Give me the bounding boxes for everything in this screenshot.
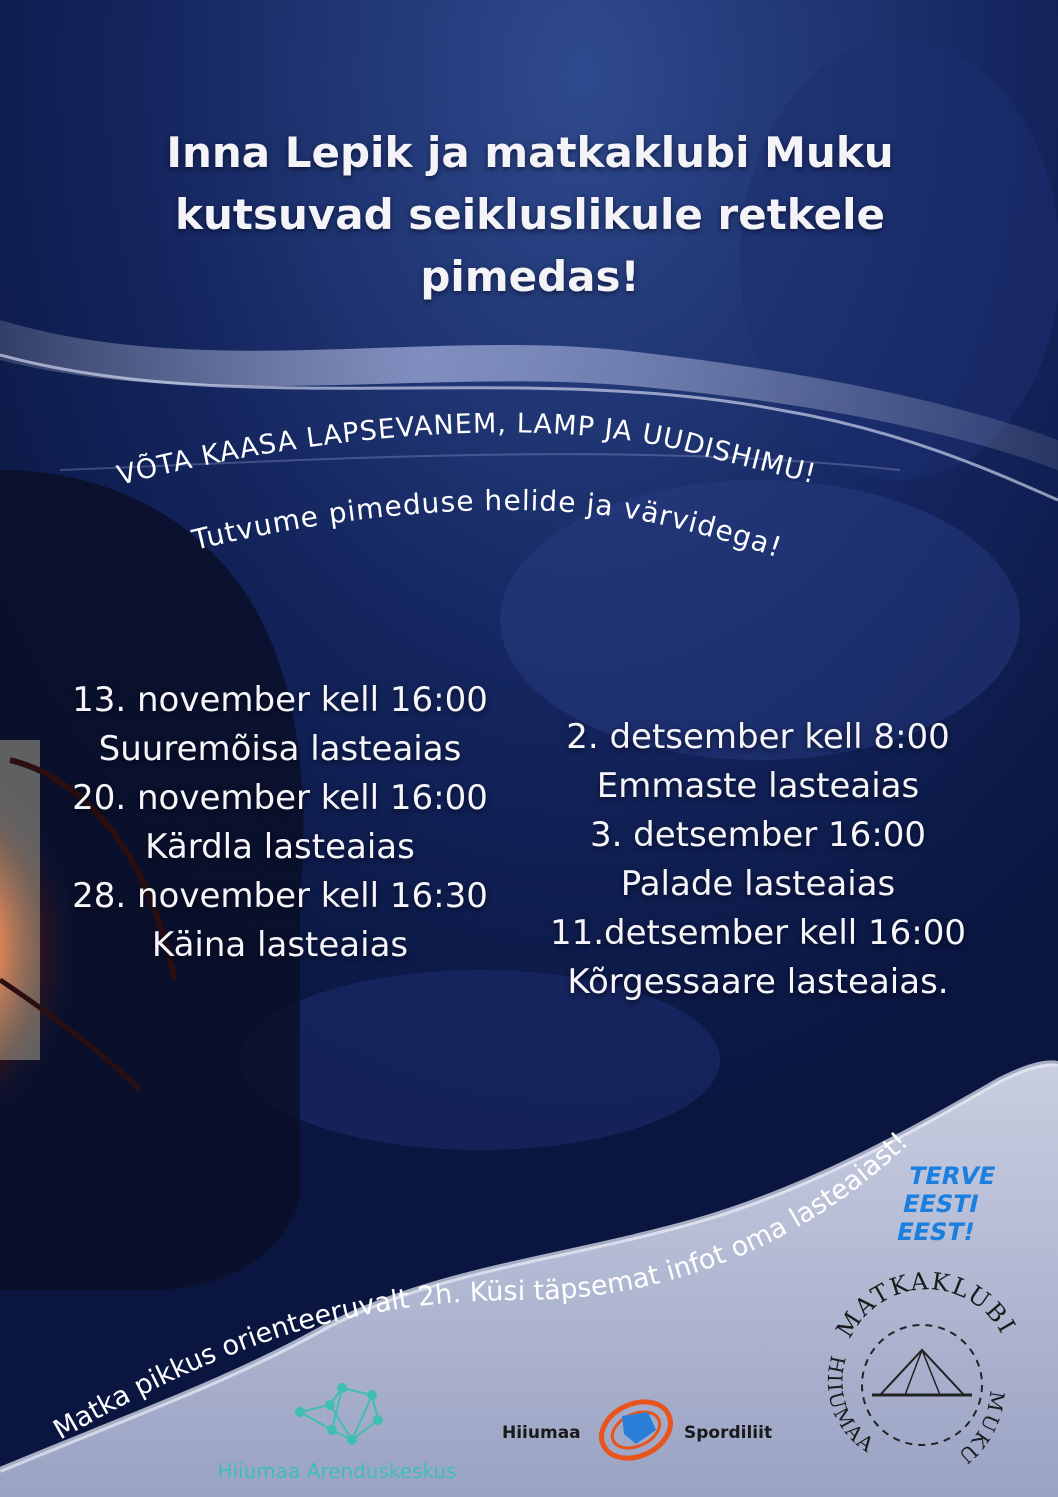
network-icon — [296, 1384, 382, 1444]
event-date: 3. detsember 16:00 — [589, 815, 927, 855]
event-date: 2. detsember kell 8:00 — [566, 717, 950, 757]
terve-logo-line-3: EEST! — [894, 1217, 978, 1246]
title-line-2: kutsuvad seikluslikule retkele — [175, 190, 885, 239]
event-date: 11.detsember kell 16:00 — [549, 913, 967, 953]
event-date: 13. november kell 16:00 — [72, 680, 488, 720]
event-place: Suuremõisa lasteaias — [98, 729, 462, 769]
event-date: 28. november kell 16:30 — [72, 876, 488, 916]
seal-text-top: MATKAKLUBI — [830, 1266, 1022, 1343]
event-place: Käina lasteaias — [151, 925, 409, 965]
hiiumaa-arenduskeskus-logo — [217, 1384, 456, 1483]
slogan-line-1: VÕTA KAASA LAPSEVANEM, LAMP JA UUDISHIMU! — [114, 408, 820, 492]
title-line-3: pimedas! — [420, 252, 640, 301]
matkaklubi-muku-seal — [823, 1267, 1022, 1470]
arenduskeskus-label: Hiiumaa Arenduskeskus — [217, 1459, 457, 1483]
spordiliit-label-right: Spordiliit — [684, 1423, 773, 1443]
slogan-line-2: Tutvume pimeduse helide ja värvidega! — [189, 483, 787, 565]
terve-eesti-eest-logo — [894, 1161, 998, 1246]
tent-pole-lines — [905, 1350, 940, 1395]
event-place: Palade lasteaias — [620, 864, 896, 904]
tent-icon — [880, 1350, 964, 1395]
seal-text-left: HIIUMAA — [822, 1353, 880, 1458]
title-line-1: Inna Lepik ja matkaklubi Muku — [166, 128, 894, 177]
terve-logo-line-2: EESTI — [900, 1189, 982, 1218]
event-place: Emmaste lasteaias — [596, 766, 920, 806]
spordiliit-label-left: Hiiumaa — [502, 1423, 581, 1443]
footer-note: Matka pikkus orienteeruvalt 2h. Küsi täpsemat infot oma lasteaiast! — [48, 1126, 915, 1447]
event-place: Kärdla lasteaias — [145, 827, 415, 867]
terve-logo-line-1: TERVE — [906, 1161, 999, 1190]
hiiumaa-spordiliit-logo — [502, 1391, 772, 1469]
event-date: 20. november kell 16:00 — [72, 778, 488, 818]
seal-text-right: MUKU — [952, 1389, 1010, 1470]
seal-ring — [862, 1325, 982, 1445]
event-place: Kõrgessaare lasteaias. — [567, 962, 949, 1002]
